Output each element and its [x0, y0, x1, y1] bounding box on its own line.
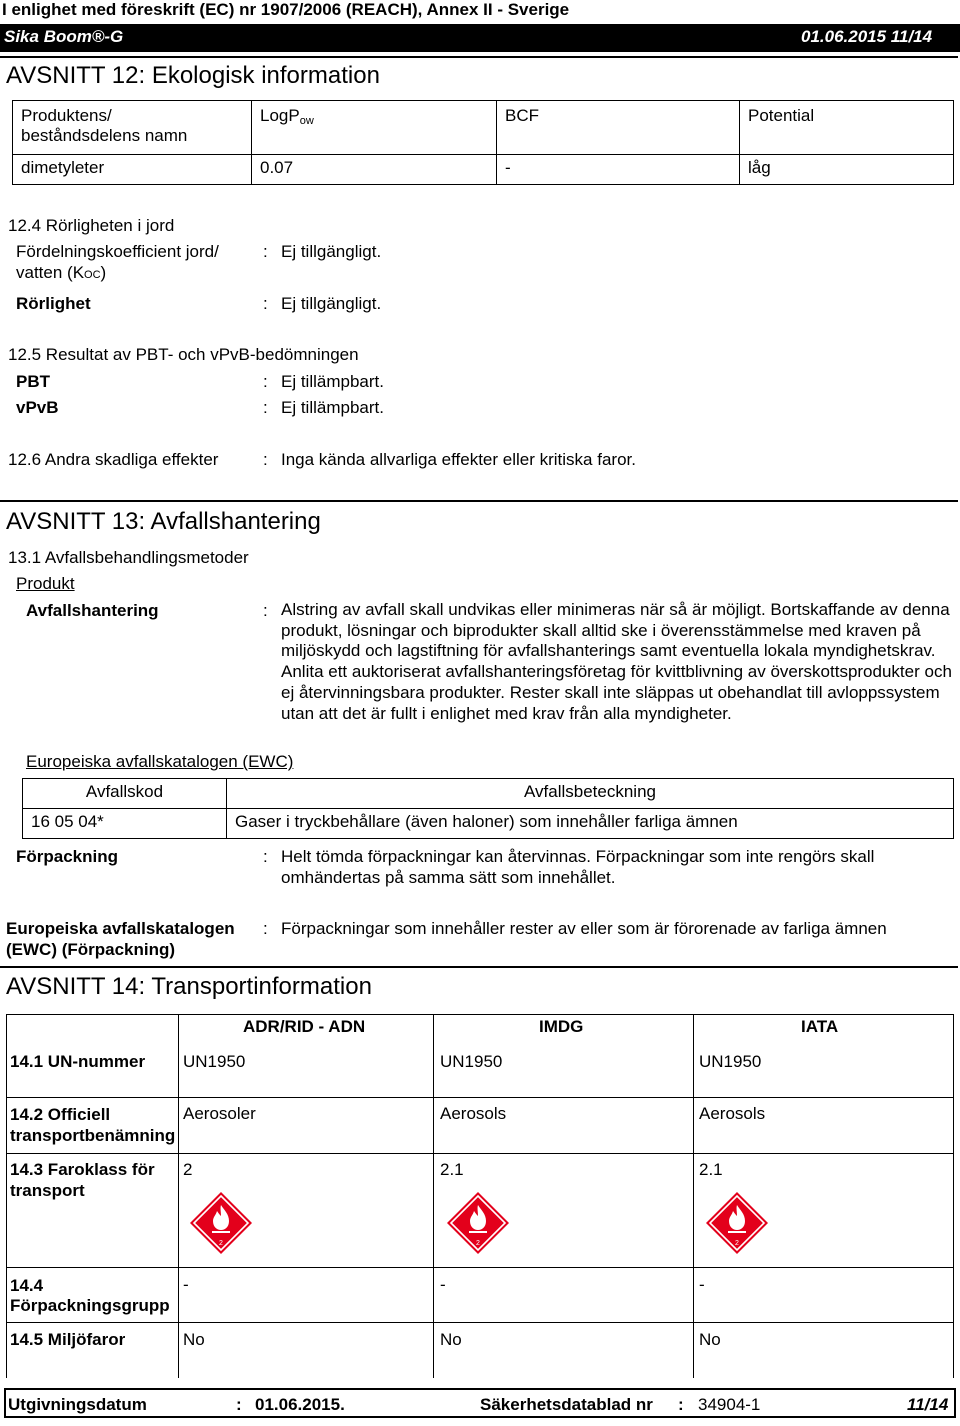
colon: : [263, 847, 268, 866]
koc-label-line1: Fördelningskoefficient jord/ [16, 242, 219, 261]
issue-date-value: 01.06.2015. [255, 1395, 345, 1414]
col-header-bcf: BCF [497, 101, 740, 155]
un-adr: UN1950 [183, 1052, 246, 1071]
flammable-gas-diamond-icon [189, 1191, 253, 1255]
col-iata: IATA [801, 1017, 839, 1036]
row-label-name-2: transportbenämning [10, 1126, 176, 1145]
ewc-packaging-label-line1: Europeiska avfallskatalogen [6, 919, 235, 938]
col-header-potential: Potential [740, 101, 954, 155]
koc-value: Ej tillgängligt. [281, 242, 382, 261]
date-page: 01.06.2015 11/14 [801, 27, 933, 46]
issue-date-label: Utgivningsdatum [8, 1395, 147, 1414]
cell-logp: 0.07 [252, 155, 497, 185]
row-label-un: 14.1 UN-nummer [10, 1052, 146, 1071]
svg-text:2: 2 [476, 1240, 480, 1247]
produkt-heading: Produkt [16, 574, 75, 593]
name-imdg: Aerosols [440, 1104, 507, 1123]
pbt-value: Ej tillämpbart. [281, 372, 384, 391]
waste-handling-label: Avfallshantering [26, 601, 159, 620]
colon: : [263, 450, 268, 469]
colon: : [263, 242, 268, 261]
packaging-label: Förpackning [16, 847, 119, 866]
pg-iata: - [699, 1275, 705, 1294]
ewc-packaging-label-line2: (EWC) (Förpackning) [6, 940, 176, 959]
sds-number-label: Säkerhetsdatablad nr [480, 1395, 653, 1414]
un-iata: UN1950 [699, 1052, 762, 1071]
flammable-gas-diamond-icon [446, 1191, 510, 1255]
section-13-heading: AVSNITT 13: Avfallshantering [6, 508, 321, 535]
un-imdg: UN1950 [440, 1052, 503, 1071]
name-adr: Aerosoler [183, 1104, 256, 1123]
pbt-label: PBT [16, 372, 50, 391]
ewc-table [22, 778, 954, 839]
mobility-label: Rörlighet [16, 294, 91, 313]
bioaccumulation-table [12, 100, 954, 185]
ewc-col-desc: Avfallsbeteckning [227, 779, 954, 809]
koc-label-line2: vatten (KOC) [16, 263, 107, 282]
cell-potential: låg [740, 155, 954, 185]
colon: : [263, 919, 268, 938]
document-title: I enlighet med föreskrift (EC) nr 1907/2006 (REACH), Annex II - Sverige [2, 0, 570, 19]
cell-bcf: - [497, 155, 740, 185]
product-name: Sika Boom®-G [4, 27, 124, 46]
pg-imdg: - [440, 1275, 446, 1294]
name-iata: Aerosols [699, 1104, 766, 1123]
footer-page: 11/14 [907, 1395, 949, 1414]
row-label-pg-2: Förpackningsgrupp [10, 1296, 170, 1315]
s125-title: 12.5 Resultat av PBT- och vPvB-bedömningen [8, 345, 359, 364]
section-12-heading: AVSNITT 12: Ekologisk information [6, 62, 380, 89]
class-iata: 2.1 [699, 1160, 723, 1179]
col-header-name: Produktens/ beståndsdelens namn [13, 101, 252, 155]
col-adr: ADR/RID - ADN [243, 1017, 366, 1036]
s126-label: 12.6 Andra skadliga effekter [8, 450, 219, 469]
env-imdg: No [440, 1330, 462, 1349]
row-label-class-1: 14.3 Faroklass för [10, 1160, 155, 1179]
ewc-packaging-value: Förpackningar som innehåller rester av eller som är förorenade av farliga ämnen [281, 919, 887, 938]
footer-colon: : [678, 1395, 684, 1414]
svg-text:2: 2 [219, 1240, 223, 1247]
ewc-title: Europeiska avfallskatalogen (EWC) [26, 752, 294, 771]
colon: : [263, 294, 268, 313]
svg-text:2: 2 [735, 1240, 739, 1247]
sds-number-value: 34904-1 [698, 1395, 761, 1414]
class-adr: 2 [183, 1160, 193, 1179]
s126-value: Inga kända allvarliga effekter eller kritiska faror. [281, 450, 636, 469]
s124-title: 12.4 Rörligheten i jord [8, 216, 175, 235]
row-label-pg-1: 14.4 [10, 1276, 44, 1295]
header-bar [0, 24, 960, 52]
class-imdg: 2.1 [440, 1160, 464, 1179]
s131-title: 13.1 Avfallsbehandlingsmetoder [8, 548, 249, 567]
ewc-col-code: Avfallskod [23, 779, 227, 809]
cell-name: dimetyleter [13, 155, 252, 185]
vpvb-label: vPvB [16, 398, 59, 417]
flammable-gas-diamond-icon [705, 1191, 769, 1255]
row-label-name-1: 14.2 Officiell [10, 1105, 111, 1124]
waste-handling-text: Alstring av avfall skall undvikas eller minimeras när så är möjligt. Bortskaffande av denna produkt, lösningar och biprodukter skall alltid ske i överensstämmelse med kraven på miljöskydd och lagstiftning för avfallshanterings samt eventuella lokala myndighetskrav. Anlita ett auktoriserat avfallshanteringsföretag för kvittblivning av överskottsprodukter och ej återvinningsbara produkter. Rester skall inte släppas ut obehandlat till avloppssystem utan att det är fullt i enlighet med krav från alla myndigheter. [281, 600, 952, 723]
colon: : [263, 601, 268, 620]
col-header-logp: LogPow [252, 101, 497, 155]
env-iata: No [699, 1330, 721, 1349]
vpvb-value: Ej tillämpbart. [281, 398, 384, 417]
colon: : [263, 398, 268, 417]
pg-adr: - [183, 1275, 189, 1294]
ewc-code: 16 05 04* [23, 809, 227, 839]
env-adr: No [183, 1330, 205, 1349]
mobility-value: Ej tillgängligt. [281, 294, 382, 313]
packaging-text: Helt tömda förpackningar kan återvinnas. Förpackningar som inte rengörs skall omhändertas på samma sätt som innehållet. [281, 847, 875, 887]
col-imdg: IMDG [539, 1017, 584, 1036]
ewc-desc: Gaser i tryckbehållare (även haloner) som innehåller farliga ämnen [227, 809, 954, 839]
footer-colon: : [236, 1395, 242, 1414]
section-14-heading: AVSNITT 14: Transportinformation [6, 973, 372, 1000]
row-label-class-2: transport [10, 1181, 85, 1200]
row-label-env: 14.5 Miljöfaror [10, 1330, 126, 1349]
colon: : [263, 372, 268, 391]
